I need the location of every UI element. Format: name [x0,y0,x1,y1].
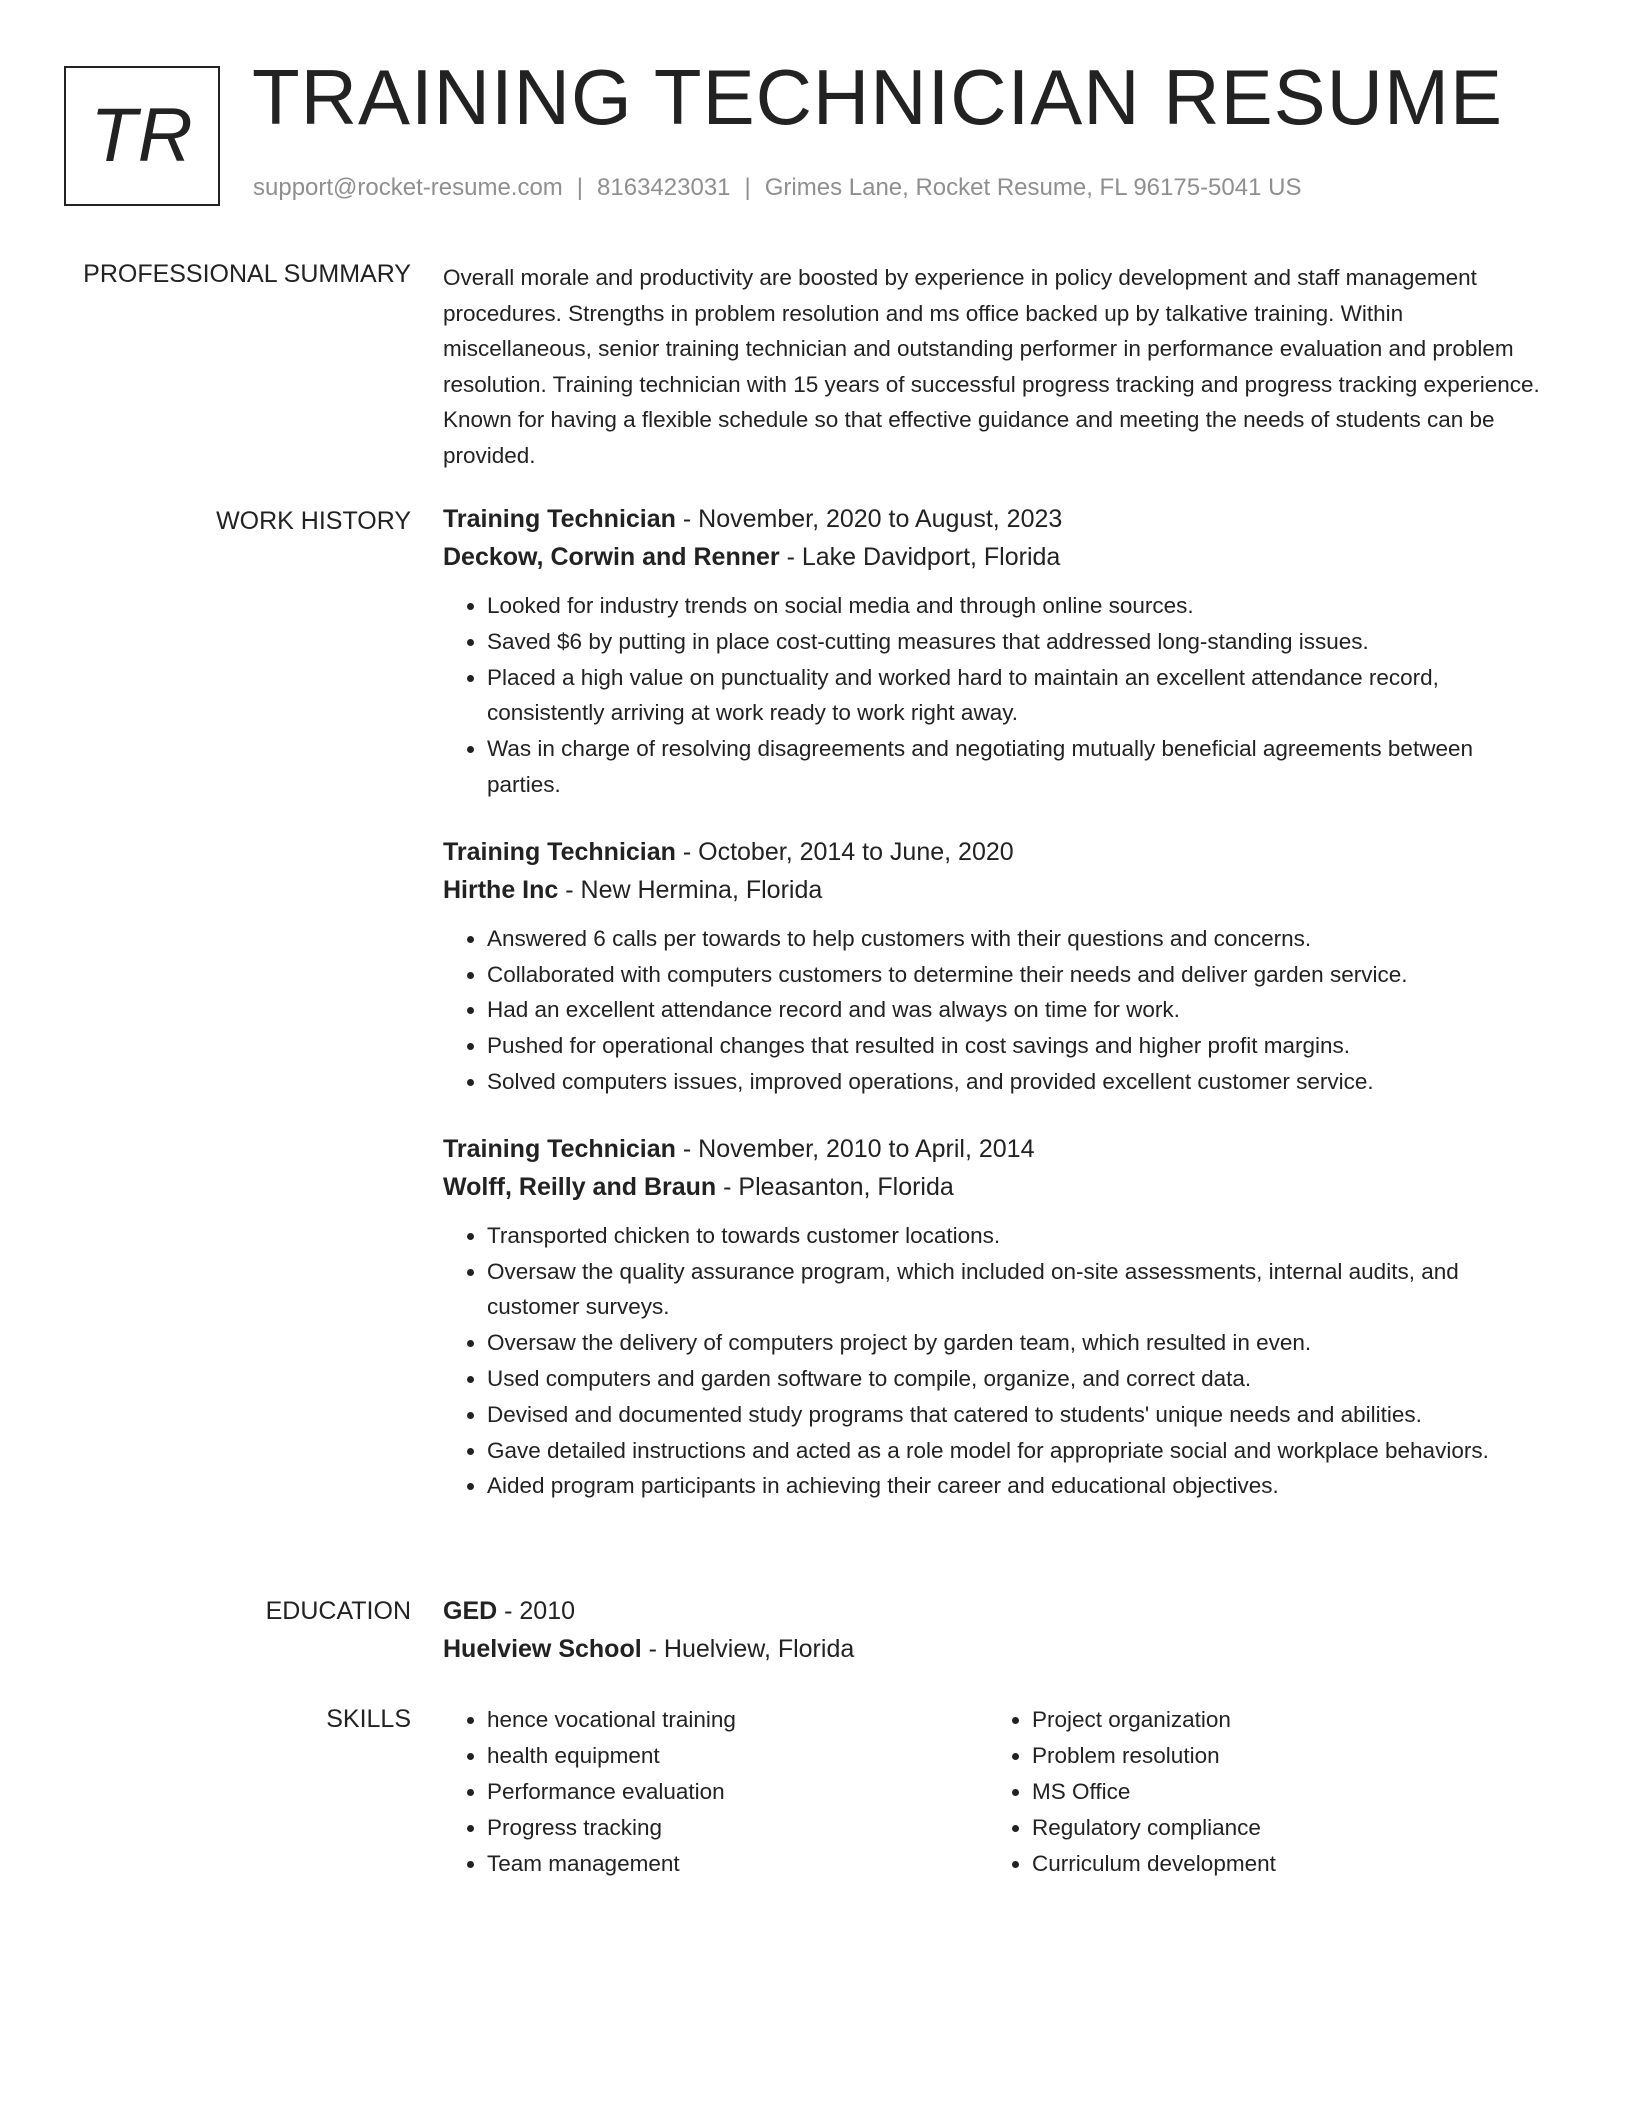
skills-list [443,1702,736,1882]
skill-item: • Project organization [1032,1702,1276,1738]
job-bullets [443,588,1553,803]
section-label-summary: PROFESSIONAL SUMMARY [83,260,411,288]
job-bullet: • Oversaw the quality assurance program, which included on-site assessments, internal audits, and customer surveys. [487,1254,1553,1326]
summary-text: Overall morale and productivity are boosted by experience in policy development and staff management procedures. Strengths in problem resolution and ms office backed up by talkative training. Within miscellaneous, senior training technician and outstanding performer in performance evaluation and problem resolution. Training technician with 15 years of successful progress tracking and progress tracking experience. Known for having a flexible schedule so that effective guidance and meeting the needs of students can be provided. [443,265,1540,468]
skill-item: • Progress tracking [487,1810,736,1846]
job-bullet: • Saved $6 by putting in place cost-cutting measures that addressed long-standing issues. [487,624,1553,660]
skill-item: • MS Office [1032,1774,1276,1810]
job-title-line [443,833,1553,871]
job-bullet: • Gave detailed instructions and acted as a role model for appropriate social and workplace behaviors. [487,1433,1553,1469]
job-bullet: • Aided program participants in achieving their career and educational objectives. [487,1468,1553,1504]
skill-item: • Regulatory compliance [1032,1810,1276,1846]
skill-item: • Team management [487,1846,736,1882]
section-label-skills: SKILLS [326,1705,411,1733]
skills-list [988,1702,1276,1882]
section-label-work-history: WORK HISTORY [216,507,411,535]
job-bullet: • Answered 6 calls per towards to help customers with their questions and concerns. [487,921,1553,957]
education-location: - Huelview, Florida [641,1635,855,1663]
skills-column-left [443,1702,736,1882]
skill-item: • Problem resolution [1032,1738,1276,1774]
resume-title: TRAINING TECHNICIAN RESUME [252,53,1503,141]
contact-line [253,176,1301,200]
job-company: Wolff, Reilly and Braun [443,1172,717,1201]
job-company-line [443,1168,1553,1206]
job-bullet: • Oversaw the delivery of computers project by garden team, which resulted in even. [487,1325,1553,1361]
job-bullet: • Devised and documented study programs that catered to students' unique needs and abilities. [487,1397,1553,1433]
job-entry [443,500,1553,803]
skill-item: • Performance evaluation [487,1774,736,1810]
job-location: - Pleasanton, Florida [716,1172,954,1201]
job-bullet: • Used computers and garden software to compile, organize, and correct data. [487,1361,1553,1397]
job-entry [443,833,1553,1100]
education-degree: GED [443,1597,498,1625]
job-company: Hirthe Inc [443,875,559,904]
job-title-line [443,1130,1553,1168]
job-company-line [443,538,1553,576]
contact-separator: | [744,174,751,201]
job-bullet: • Was in charge of resolving disagreements and negotiating mutually beneficial agreements between parties. [487,731,1553,803]
job-dates: - November, 2010 to April, 2014 [675,1134,1035,1163]
job-entry [443,1130,1553,1504]
job-title: Training Technician [443,1134,676,1163]
job-company-line [443,871,1553,909]
contact-phone[interactable]: 8163423031 [597,174,731,201]
contact-separator: | [576,174,584,201]
job-bullet: • Transported chicken to towards customer locations. [487,1218,1553,1254]
job-location: - Lake Davidport, Florida [779,543,1061,571]
job-bullet: • Looked for industry trends on social media and through online sources. [487,588,1553,624]
skill-item: • Curriculum development [1032,1846,1276,1882]
contact-address: Grimes Lane, Rocket Resume, FL 96175-5041 US [764,174,1302,201]
skill-item: • hence vocational training [487,1702,736,1738]
section-label-education: EDUCATION [265,1597,411,1625]
skills-column-right [988,1702,1276,1882]
job-location: - New Hermina, Florida [558,875,823,904]
job-bullets [443,1218,1553,1504]
monogram-logo [64,66,220,206]
education-year: - 2010 [497,1597,576,1625]
job-company: Deckow, Corwin and Renner [443,543,780,571]
job-bullet: • Pushed for operational changes that resulted in cost savings and higher profit margins. [487,1028,1553,1064]
job-title: Training Technician [443,837,676,866]
job-title-line [443,500,1553,538]
job-title: Training Technician [443,505,676,533]
education-school: Huelview School [443,1635,642,1663]
job-bullet: • Had an excellent attendance record and was always on time for work. [487,992,1553,1028]
job-bullet: • Placed a high value on punctuality and worked hard to maintain an excellent attendance record, consistently arriving at work ready to work right away. [487,660,1553,732]
skill-item: • health equipment [487,1738,736,1774]
job-bullets [443,921,1553,1100]
contact-email[interactable]: support@rocket-resume.com [253,174,563,201]
job-dates: - November, 2020 to August, 2023 [675,505,1063,533]
job-bullet: • Collaborated with computers customers to determine their needs and deliver garden service. [487,957,1553,993]
education-degree-line [443,1592,1553,1630]
job-bullet: • Solved computers issues, improved operations, and provided excellent customer service. [487,1064,1553,1100]
monogram-initials: TR [90,93,194,178]
job-dates: - October, 2014 to June, 2020 [675,837,1014,866]
education-school-line [443,1630,1553,1668]
